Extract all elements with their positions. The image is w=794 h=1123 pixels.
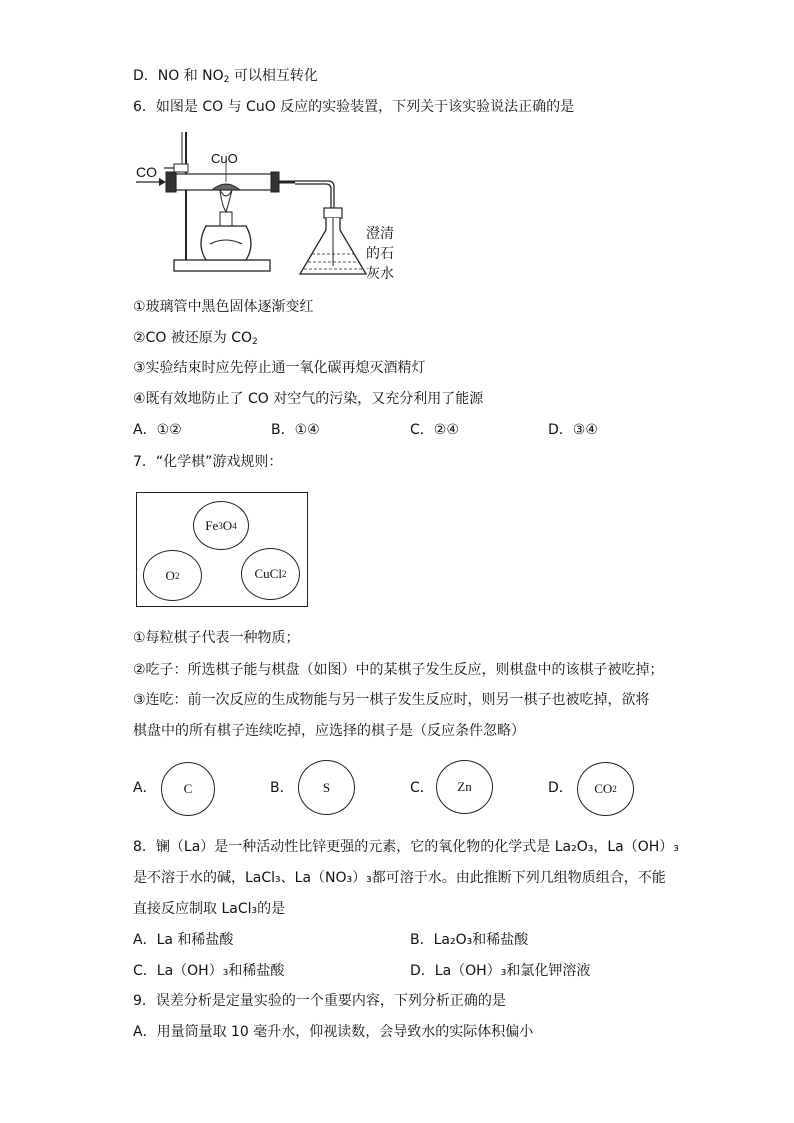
co-cuo-apparatus-diagram [130,126,400,278]
q9-stem: 9．误差分析是定量实验的一个重要内容，下列分析正确的是 [133,993,506,1009]
q7-choice-d-piece: CO 2 [577,762,634,816]
q7-choice-a-label: A． [133,780,157,796]
q6-option-b: B．①④ [271,422,320,438]
alcohol-lamp [201,226,251,260]
q7-choice-c-piece: Zn [436,760,493,814]
limewater-label-2: 的石 [366,246,394,262]
q6-option-d: D．③④ [548,422,598,438]
q6-statement-1: ①玻璃管中黑色固体逐渐变红 [133,299,314,315]
board-piece-cucl2: CuCl 2 [241,548,300,600]
stand-base [174,260,270,271]
q6-statement-2: ②CO 被还原为 $CO_2$ [133,330,258,347]
q7-rule-1: ①每粒棋子代表一种物质； [133,630,300,646]
q6-statement-4: ④既有效地防止了 CO 对空气的污染，又充分利用了能源 [133,391,484,407]
q7-choice-b-piece: S [298,760,355,815]
q5-option-d: D．NO 和 $NO_2$ 可以相互转化 [133,68,318,85]
q7-stem: 7．“化学棋”游戏规则： [133,454,283,470]
q8-option-d: D．La（OH）₃和氯化钾溶液 [410,963,591,979]
q7-choice-b-label: B． [270,780,294,796]
q9-option-a: A．用量筒量取 10 毫升水，仰视读数，会导致水的实际体积偏小 [133,1024,534,1040]
limewater-label-1: 澄清 [366,226,394,242]
q6-option-a: A．①② [133,422,182,438]
q8-option-a: A．La 和稀盐酸 [133,932,234,948]
q7-rule-4: 棋盘中的所有棋子连续吃掉，应选择的棋子是（反应条件忽略） [133,723,525,739]
board-piece-fe3o4: Fe 3 O 4 [193,501,249,550]
cuo-label: CuO [211,151,238,166]
q7-rule-2: ②吃子：所选棋子能与棋盘（如图）中的某棋子发生反应，则棋盘中的该棋子被吃掉； [133,662,664,678]
q8-option-b: B．La₂O₃和稀盐酸 [410,932,529,948]
q8-line-3: 直接反应制取 LaCl₃的是 [133,901,286,917]
board-piece-o2: O 2 [143,550,202,601]
q6-option-c: C．②④ [410,422,459,438]
q8-line-2: 是不溶于水的碱，LaCl₃、La（NO₃）₃都可溶于水。由此推断下列几组物质组合，不能 [133,870,666,886]
q8-line-1: 8．镧（La）是一种活动性比锌更强的元素，它的氧化物的化学式是 La₂O₃，La（OH）₃ [133,839,679,855]
q7-choice-d-label: D． [548,780,573,796]
q7-rule-3: ③连吃：前一次反应的生成物能与另一棋子发生反应时，则另一棋子也被吃掉，欲将 [133,692,650,708]
q7-choice-c-label: C． [410,780,434,796]
q6-statement-3: ③实验结束时应先停止通一氧化碳再熄灭酒精灯 [133,360,426,376]
limewater-label-3: 灰水 [366,266,394,282]
co-inlet-label: CO [136,164,157,180]
flame [220,190,232,212]
q6-stem: 6．如图是 CO 与 CuO 反应的实验装置，下列关于该实验说法正确的是 [133,99,575,115]
q8-option-c: C．La（OH）₃和稀盐酸 [133,963,285,979]
chess-board [136,492,308,607]
q7-choice-a-piece: C [161,762,215,816]
